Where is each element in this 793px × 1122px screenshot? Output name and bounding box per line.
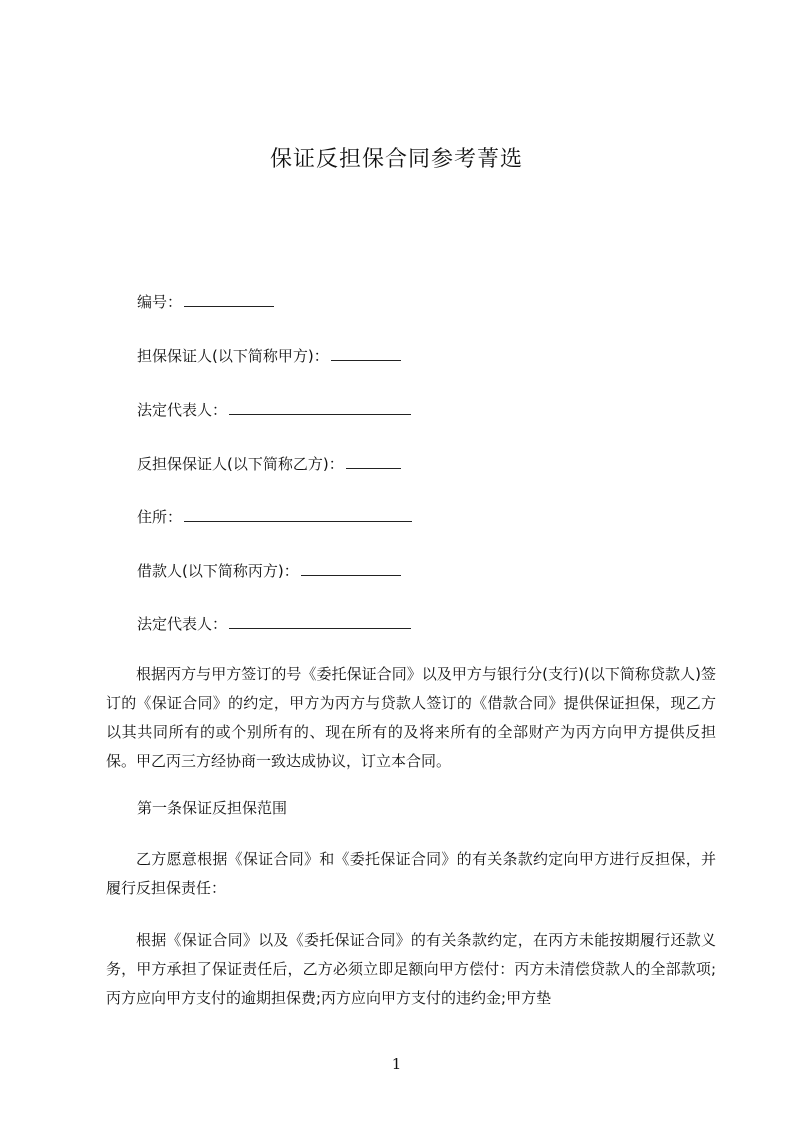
blank-line — [331, 345, 401, 361]
field-label: 担保保证人(以下简称甲方)： — [137, 347, 329, 365]
blank-line — [229, 399, 411, 415]
article-1-paragraph-1: 乙方愿意根据《保证合同》和《委托保证合同》的有关条款约定向甲方进行反担保，并履行反担保责任： — [106, 850, 716, 897]
blank-line — [229, 613, 411, 629]
field-legal-representative-a — [137, 399, 411, 420]
page-title: 保证反担保合同参考菁选 — [269, 147, 523, 172]
field-label: 编号： — [137, 293, 183, 311]
field-label: 住所： — [137, 508, 183, 526]
article-1-heading: 第一条保证反担保范围 — [137, 799, 288, 817]
field-borrower-party-c — [137, 560, 401, 581]
page-number: 1 — [391, 1055, 402, 1073]
field-label: 反担保保证人(以下简称乙方)： — [137, 455, 344, 473]
field-counter-guarantor-party-b — [137, 453, 401, 474]
field-label: 借款人(以下简称丙方)： — [137, 562, 299, 580]
blank-line — [301, 560, 401, 576]
field-label: 法定代表人： — [137, 401, 228, 419]
field-contract-number — [137, 291, 274, 312]
field-address — [137, 506, 412, 527]
field-guarantor-party-a — [137, 345, 401, 366]
field-legal-representative-c — [137, 613, 411, 634]
field-label: 法定代表人： — [137, 615, 228, 633]
blank-line — [346, 453, 401, 469]
blank-line — [184, 506, 412, 522]
blank-line — [184, 291, 274, 307]
preamble-paragraph: 根据丙方与甲方签订的号《委托保证合同》以及甲方与银行分(支行)(以下简称贷款人)签订的《保证合同》的约定，甲方为丙方与贷款人签订的《借款合同》提供保证担保，现乙方以其共同所有的或个别所有的、现在所有的及将来所有的全部财产为丙方向甲方提供反担保。甲乙丙三方经协商一致达成协议，订立本合同。 — [106, 665, 716, 770]
article-1-paragraph-2: 根据《保证合同》以及《委托保证合同》的有关条款约定，在丙方未能按期履行还款义务，甲方承担了保证责任后，乙方必须立即足额向甲方偿付：丙方未清偿贷款人的全部款项;丙方应向甲方支付的逾期担保费;丙方应向甲方支付的违约金;甲方垫 — [106, 931, 716, 1007]
